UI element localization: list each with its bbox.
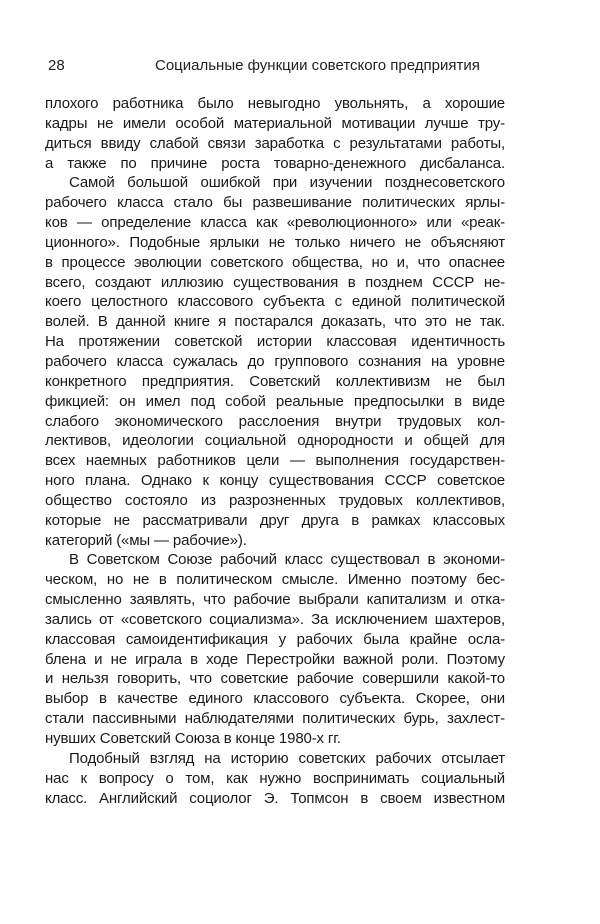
page-header: [48, 57, 552, 77]
text-line: волей. В данной книге я постарался доказать, что это не так.: [45, 313, 505, 331]
text-line: которые не рассматривали друг друга в рамках классовых: [45, 511, 505, 529]
text-line: классовая самоидентификация у рабочих была крайне осла-: [45, 630, 505, 648]
text-line: а также по причине роста товарно-денежного дисбаланса.: [45, 154, 505, 172]
page-number: 28: [48, 57, 65, 74]
text-line: выбор в качестве единого классового субъекта. Скорее, они: [45, 690, 505, 708]
text-line: диться ввиду слабой связи заработка с результатами работы,: [45, 134, 505, 152]
text-line: смысленно заявлять, что рабочие выбрали капитализм и отка-: [45, 591, 505, 609]
text-line: На протяжении советской истории классовая идентичность: [45, 333, 505, 351]
text-line: фикцией: он имел под собой реальные предпосылки в виде: [45, 392, 505, 410]
text-line: нувших Советский Союза в конце 1980-х гг.: [45, 730, 341, 747]
text-line: рабочего класса стало бы развешивание политических ярлы-: [45, 194, 505, 212]
text-line: категорий («мы — рабочие»).: [45, 531, 247, 549]
paragraph: [45, 749, 505, 809]
text-line: общество состояло из разрозненных трудовых коллективов,: [45, 491, 505, 509]
paragraph: [45, 94, 505, 173]
text-line: Подобный взгляд на историю советских рабочих отсылает: [69, 749, 505, 767]
text-line: ков — определение класса как «революционного» или «реак-: [45, 214, 505, 232]
page-body: [45, 94, 505, 808]
text-line: рабочего класса сужалась до группового сознания на уровне: [45, 352, 505, 370]
text-line: зались от «советского социализма». За исключением шахтеров,: [45, 610, 505, 628]
paragraph: [45, 173, 505, 550]
text-line: всех наемных работников цели — выполнения государствен-: [45, 452, 505, 470]
text-line: класс. Английский социолог Э. Топмсон в своем известном: [45, 789, 505, 807]
text-line: ционного». Подобные ярлыки не только ничего не объясняют: [45, 233, 505, 251]
text-line: ного плана. Однако к концу существования СССР советское: [45, 472, 505, 490]
text-line: нас к вопросу о том, как нужно воспринимать социальный: [45, 769, 505, 787]
text-line: коего целостного классового субъекта с единой политической: [45, 293, 505, 311]
text-line: конкретного предприятия. Советский коллективизм не был: [45, 372, 505, 390]
text-line: кадры не имели особой материальной мотивации лучше тру-: [45, 114, 505, 132]
text-line: лективов, идеологии социальной однородности и общей для: [45, 432, 505, 450]
running-title: Социальные функции советского предприятия: [155, 57, 480, 74]
text-line: блена и не играла в ходе Перестройки важной роли. Поэтому: [45, 650, 505, 668]
text-line: в процессе эволюции советского общества, но и, что опаснее: [45, 253, 505, 271]
text-line: стали пассивными наблюдателями политических бурь, захлест-: [45, 710, 505, 728]
text-line: и нельзя говорить, что советские рабочие совершили какой-то: [45, 670, 505, 688]
text-line: плохого работника было невыгодно увольнять, а хорошие: [45, 95, 505, 112]
text-line: В Советском Союзе рабочий класс существовал в экономи-: [69, 551, 505, 569]
paragraph: [45, 550, 505, 748]
text-line: ческом, но не в политическом смысле. Именно поэтому бес-: [45, 571, 505, 589]
text-line: Самой большой ошибкой при изучении позднесоветского: [69, 174, 505, 192]
text-line: всего, создают иллюзию существования в позднем СССР не-: [45, 273, 505, 291]
text-line: слабого экономического расслоения внутри трудовых кол-: [45, 412, 505, 430]
